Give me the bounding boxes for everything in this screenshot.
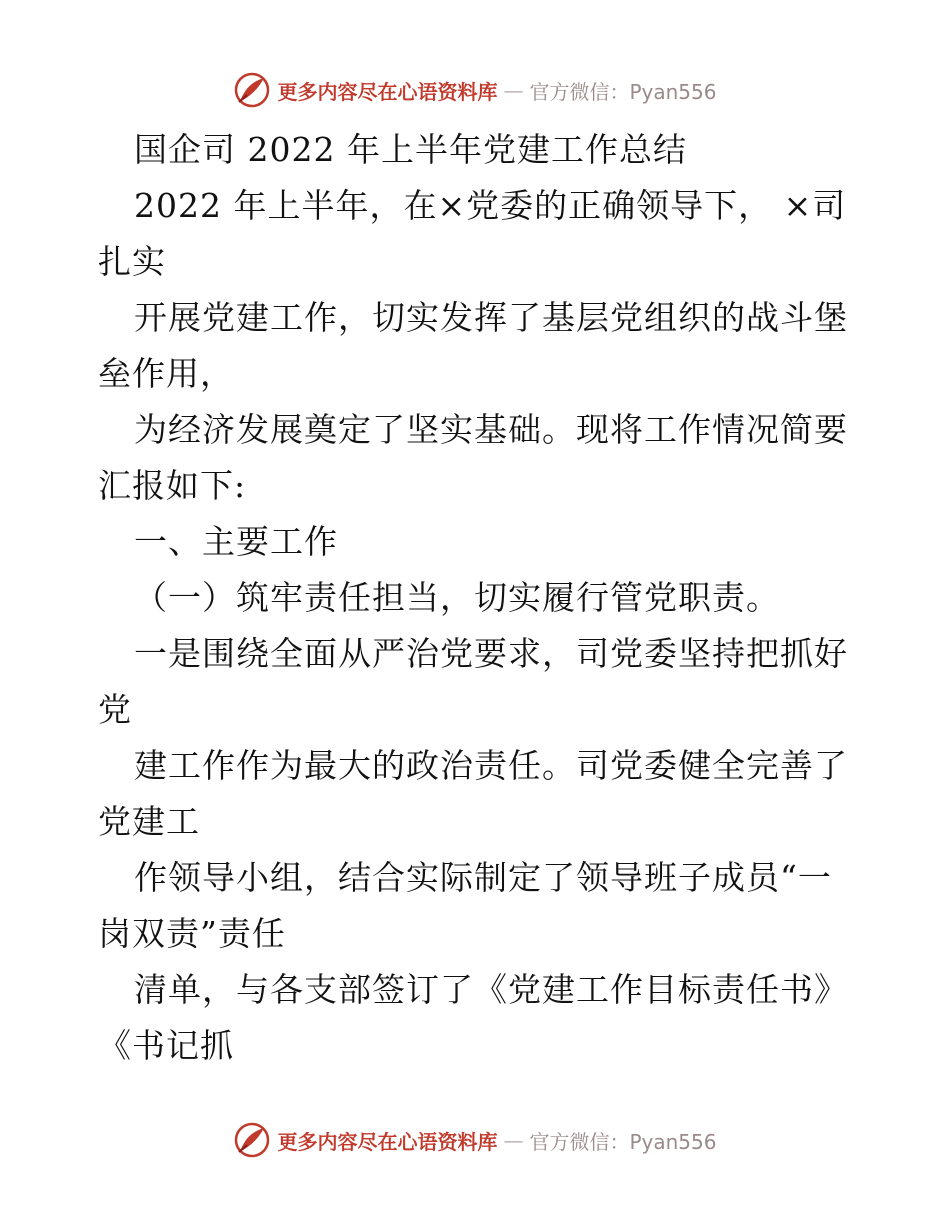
text-line: 党建工 bbox=[98, 802, 200, 841]
text-line: 清单，与各支部签订了《党建工作目标责任书》 bbox=[134, 970, 848, 1009]
banner-separator: — bbox=[503, 78, 524, 102]
text-line: 垒作用， bbox=[98, 354, 234, 393]
text-line: （一）筑牢责任担当，切实履行管党职责。 bbox=[134, 578, 780, 617]
text-line: 岗双责”责任 bbox=[98, 914, 286, 953]
contact-text: 官方微信：Pyan556 bbox=[529, 79, 717, 104]
text-line: 为经济发展奠定了坚实基础。现将工作情况简要 bbox=[134, 410, 848, 449]
pen-logo-icon bbox=[233, 1121, 271, 1159]
pen-logo-icon bbox=[233, 71, 271, 109]
text-line: 一是围绕全面从严治党要求，司党委坚持把抓好 bbox=[134, 634, 848, 673]
brand-text: 更多内容尽在心语资料库 bbox=[277, 1129, 498, 1154]
document-title: 国企司 2022 年上半年党建工作总结 bbox=[134, 130, 687, 169]
watermark-banner-bottom bbox=[233, 1121, 716, 1159]
text-line: 建工作作为最大的政治责任。司党委健全完善了 bbox=[134, 746, 848, 785]
document-body bbox=[98, 122, 858, 1074]
text-line: 汇报如下: bbox=[98, 466, 247, 505]
text-line: 一、主要工作 bbox=[134, 522, 338, 561]
brand-text: 更多内容尽在心语资料库 bbox=[277, 79, 498, 104]
text-line: 作领导小组，结合实际制定了领导班子成员“一 bbox=[134, 858, 832, 897]
text-line: 开展党建工作，切实发挥了基层党组织的战斗堡 bbox=[134, 298, 848, 337]
contact-text: 官方微信：Pyan556 bbox=[529, 1129, 717, 1154]
watermark-banner-top bbox=[233, 71, 716, 109]
text-line: 扎实 bbox=[98, 242, 166, 281]
text-line: 2022 年上半年，在×党委的正确领导下， ×司 bbox=[134, 186, 847, 225]
page-footer bbox=[0, 1118, 950, 1162]
page-header bbox=[0, 68, 950, 112]
text-line: 《书记抓 bbox=[98, 1026, 234, 1065]
text-line: 党 bbox=[98, 690, 132, 729]
banner-separator: — bbox=[503, 1128, 524, 1152]
